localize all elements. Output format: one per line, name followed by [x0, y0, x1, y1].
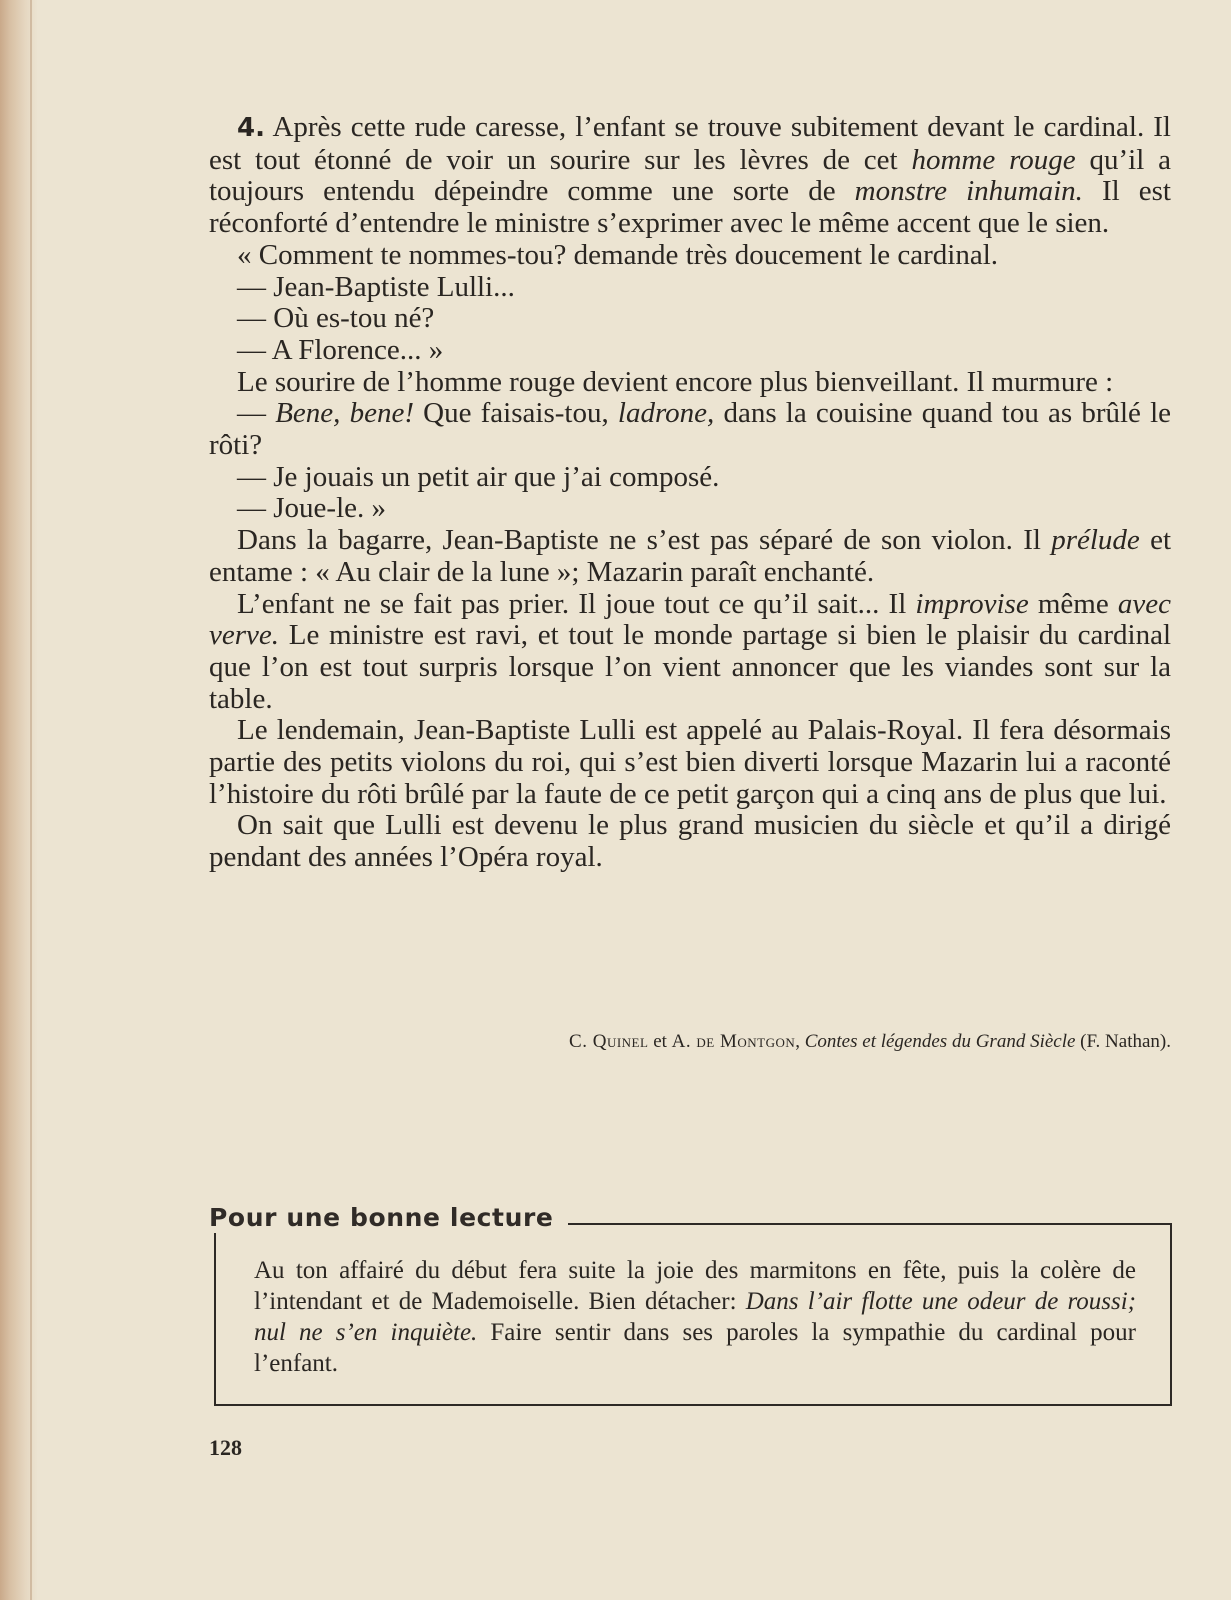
- reading-box-text: Au ton affairé du début fera suite la joie des marmitons en fête, puis la colère de l’intendant et de Mademoiselle. Bien détacher: Dans l’air flotte une odeur de roussi; nul ne s’en inquiète. Faire sentir dans ses paroles la sympathie du cardinal pour l’enfant.: [254, 1257, 1137, 1377]
- paragraph: Dans la bagarre, Jean-Baptiste ne s’est pas séparé de son violon. Il prélude et entame : « Au clair de la lune »; Mazarin paraît enchanté.: [209, 524, 1171, 588]
- section-number: 4.: [237, 113, 265, 143]
- story-text: [209, 112, 1171, 874]
- dialogue-line: — Jean-Baptiste Lulli...: [237, 270, 515, 303]
- dialogue-line: — Bene, bene! Que faisais-tou, ladrone, dans la couisine quand tou as brûlé le rôti?: [209, 397, 1172, 462]
- gutter-line: [30, 0, 32, 1600]
- dialogue-line: — Joue-le. »: [237, 492, 386, 525]
- dialogue-line: — Où es-tou né?: [237, 302, 435, 335]
- dialogue-line: — A Florence... »: [237, 333, 444, 366]
- paragraph-4: 4. Après cette rude caresse, l’enfant se trouve subitement devant le cardinal. Il est tout étonné de voir un sourire sur les lèvres de cet homme rouge qu’il a toujours entendu dépeindre comme une sorte de monstre inhumain. Il est réconforté d’entendre le ministre s’exprimer avec le même accent que le sien.: [209, 111, 1171, 240]
- reading-box-title: Pour une bonne lecture: [209, 1203, 568, 1233]
- source-credit: C. Quinel et A. de Montgon, Contes et légendes du Grand Siècle (F. Nathan).: [569, 1031, 1171, 1052]
- dialogue-line: — Je jouais un petit air que j’ai composé.: [237, 460, 720, 493]
- dialogue-line: « Comment te nommes-tou? demande très doucement le cardinal.: [237, 238, 999, 271]
- paragraph: L’enfant ne se fait pas prier. Il joue tout ce qu’il sait... Il improvise même avec verve. Le ministre est ravi, et tout le monde partage si bien le plaisir du cardinal que l’on est tout surpris lorsque l’on vient annoncer que les viandes sont sur la table.: [209, 587, 1171, 715]
- paragraph: On sait que Lulli est devenu le plus grand musicien du siècle et qu’il a dirigé pendant des années l’Opéra royal.: [209, 809, 1171, 874]
- paragraph: Le lendemain, Jean-Baptiste Lulli est appelé au Palais-Royal. Il fera désormais partie des petits violons du roi, qui s’est bien diverti lorsque Mazarin lui a raconté l’histoire du rôti brûlé par la faute de ce petit garçon qui a cinq ans de plus que lui.: [209, 714, 1171, 810]
- page-gutter-edge: [0, 0, 38, 1600]
- page-number: 128: [209, 1435, 242, 1460]
- paragraph: Le sourire de l’homme rouge devient encore plus bienveillant. Il murmure :: [237, 365, 1114, 398]
